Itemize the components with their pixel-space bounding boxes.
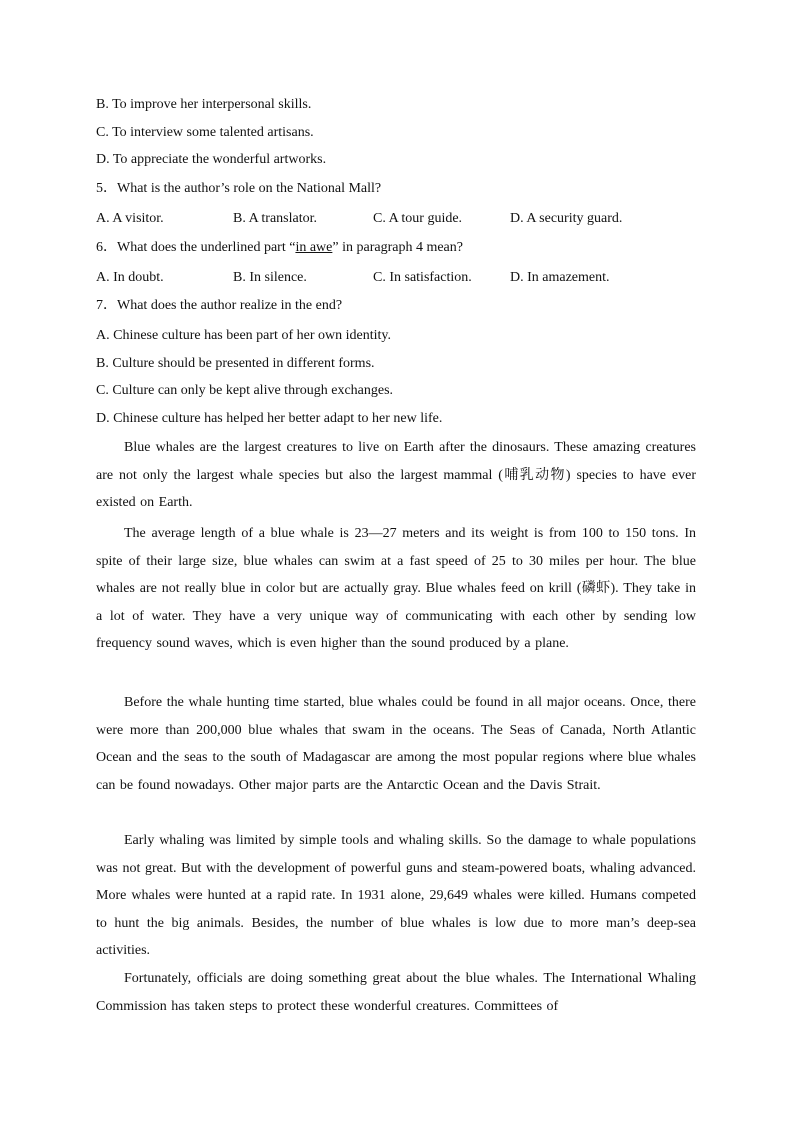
q4-option-d: D. To appreciate the wonderful artworks.: [96, 152, 327, 167]
q6-stem: [96, 238, 463, 258]
q7-stem: 7．What does the author realize in the end?: [96, 298, 343, 313]
passage-paragraph-4: Early whaling was limited by simple tools and whaling skills. So the damage to whale populations was not great. But with the development of powerful guns and steam-powered boats, whaling advanced. More whales were hunted at a rapid rate. In 1931 alone, 29,649 whales were killed. Humans competed to hunt the big animals. Besides, the number of blue whales is low due to more man’s deep-sea activities.: [96, 833, 696, 959]
q6-stem-before: 6．What does the underlined part “: [96, 240, 296, 255]
q6-stem-after: ” in paragraph 4 mean?: [332, 240, 463, 255]
passage-paragraph-1: Blue whales are the largest creatures to live on Earth after the dinosaurs. These amazing creatures are not only the largest whale species but also the largest mammal (哺乳动物) species to have ever existed on Earth.: [96, 440, 696, 511]
q6-option-a: A. In doubt.: [96, 270, 164, 285]
q6-option-b: B. In silence.: [233, 270, 307, 285]
q6-underlined-phrase: in awe: [295, 240, 333, 255]
q7-option-a: A. Chinese culture has been part of her own identity.: [96, 328, 391, 343]
q5-options: [96, 209, 696, 229]
q4-option-b: B. To improve her interpersonal skills.: [96, 97, 312, 112]
q6-option-d: D. In amazement.: [510, 270, 610, 285]
q6-options: [96, 268, 696, 288]
q4-option-c: C. To interview some talented artisans.: [96, 125, 314, 140]
q5-option-d: D. A security guard.: [510, 211, 623, 226]
q7-option-b: B. Culture should be presented in different forms.: [96, 356, 375, 371]
q7-option-c: C. Culture can only be kept alive through exchanges.: [96, 383, 394, 398]
q5-option-a: A. A visitor.: [96, 211, 164, 226]
passage-paragraph-3: Before the whale hunting time started, blue whales could be found in all major oceans. Once, there were more than 200,000 blue whales that swam in the oceans. The Seas of Canada, North Atlantic Ocean and the seas to the south of Madagascar are among the most popular regions where blue whales can be found nowadays. Other major parts are the Antarctic Ocean and the Davis Strait.: [96, 695, 696, 793]
passage-paragraph-5: Fortunately, officials are doing something great about the blue whales. The International Whaling Commission has taken steps to protect these wonderful creatures. Committees of: [96, 971, 696, 1014]
q7-option-d: D. Chinese culture has helped her better adapt to her new life.: [96, 411, 443, 426]
passage-paragraph-2: The average length of a blue whale is 23—27 meters and its weight is from 100 to 150 tons. In spite of their large size, blue whales can swim at a fast speed of 25 to 30 miles per hour. The blue whales are not really blue in color but are actually gray. Blue whales feed on krill (磷虾). They take in a lot of water. They have a very unique way of communicating with each other by sending low frequency sound waves, which is even higher than the sound produced by a plane.: [96, 526, 696, 652]
q5-option-c: C. A tour guide.: [373, 211, 463, 226]
q6-option-c: C. In satisfaction.: [373, 270, 472, 285]
q5-option-b: B. A translator.: [233, 211, 317, 226]
q5-stem: 5．What is the author’s role on the National Mall?: [96, 181, 382, 196]
